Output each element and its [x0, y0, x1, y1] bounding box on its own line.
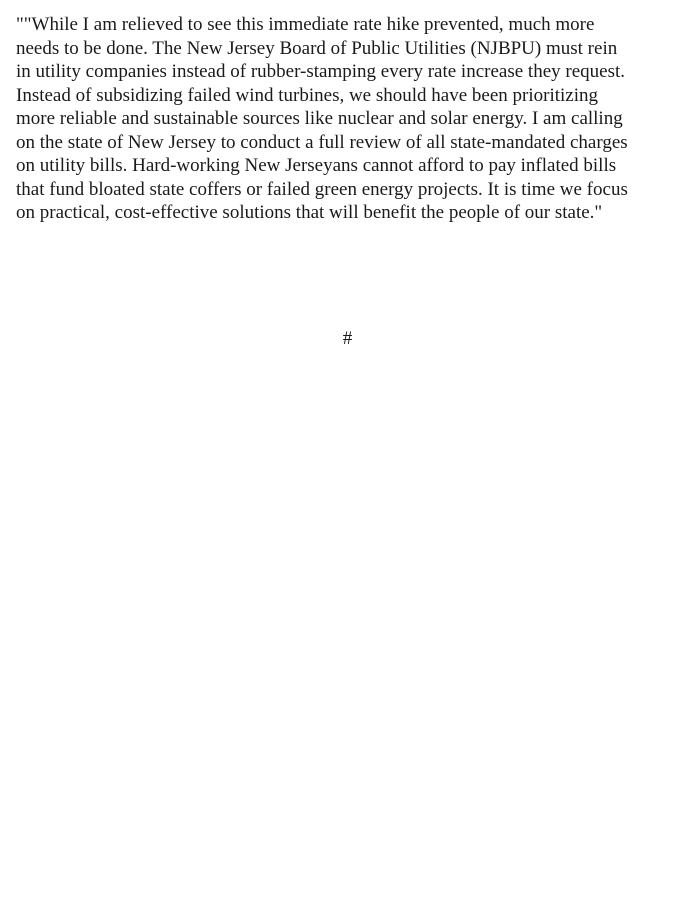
quote-line-1: ""While I am relieved to see this immediate rate hike prevented, much more — [16, 14, 595, 35]
quote-line-8: that fund bloated state coffers or failed green energy projects. It is time we focus — [16, 178, 628, 200]
end-of-release-mark: # — [342, 328, 353, 349]
quote-line-3: in utility companies instead of rubber-stamping every rate increase they request. — [16, 61, 625, 82]
quote-line-6: on the state of New Jersey to conduct a full review of all state-mandated charges — [16, 131, 628, 153]
quote-line-7: on utility bills. Hard-working New Jerseyans cannot afford to pay inflated bills — [16, 155, 617, 176]
quote-line-9: on practical, cost-effective solutions that will benefit the people of our state." — [16, 202, 603, 223]
quote-line-2: needs to be done. The New Jersey Board of Public Utilities (NJBPU) must rein — [16, 37, 618, 59]
quote-line-5: more reliable and sustainable sources like nuclear and solar energy. I am calling — [16, 108, 623, 129]
quote-line-4: Instead of subsidizing failed wind turbines, we should have been prioritizing — [16, 84, 599, 106]
press-statement-quote — [16, 13, 680, 225]
